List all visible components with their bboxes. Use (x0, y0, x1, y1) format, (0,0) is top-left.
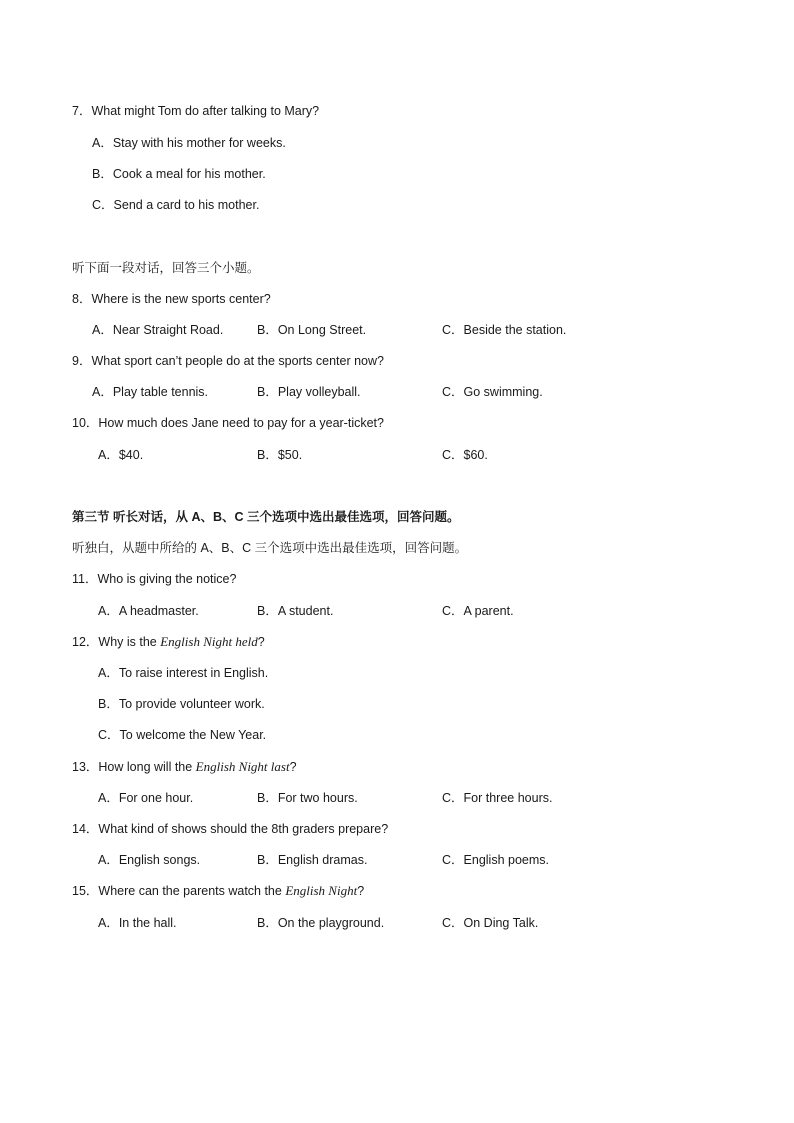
q12-option-c: C．To welcome the New Year. (98, 728, 267, 742)
section-3-instruction: 听独白，从题中所给的 A、B、C 三个选项中选出最佳选项，回答问题。 (72, 541, 468, 555)
q13-option-c: C．For three hours. (442, 791, 553, 805)
question-15 (72, 883, 364, 899)
q10-option-b: B．$50. (257, 448, 303, 462)
q12-suffix: ? (257, 635, 265, 649)
q9-option-a: A．Play table tennis. (92, 385, 209, 399)
q13-prefix: 13．How long will the (72, 760, 196, 774)
question-9: 9．What sport can’t people do at the sports center now? (72, 354, 384, 368)
dialogue-instruction: 听下面一段对话，回答三个小题。 (72, 261, 260, 275)
q15-option-c: C．On Ding Talk. (442, 916, 539, 930)
q14-option-c: C．English poems. (442, 853, 549, 867)
q13-option-a: A．For one hour. (98, 791, 194, 805)
q8-option-a: A．Near Straight Road. (92, 323, 224, 337)
q12-prefix: 12．Why is the (72, 635, 161, 649)
q8-option-b: B．On Long Street. (257, 323, 367, 337)
q7-option-b: B．Cook a meal for his mother. (92, 167, 266, 181)
q9-option-c: C．Go swimming. (442, 385, 543, 399)
question-8: 8．Where is the new sports center? (72, 292, 271, 306)
q13-suffix: ? (289, 760, 297, 774)
q14-option-a: A．English songs. (98, 853, 201, 867)
q14-option-b: B．English dramas. (257, 853, 368, 867)
q12-event-title: English Night held (160, 634, 258, 649)
question-13 (72, 759, 297, 775)
section-3-title: 第三节 听长对话，从 A、B、C 三个选项中选出最佳选项，回答问题。 (72, 510, 460, 524)
q15-option-a: A．In the hall. (98, 916, 177, 930)
q13-event-title: English Night last (195, 759, 290, 774)
q13-option-b: B．For two hours. (257, 791, 358, 805)
q10-option-a: A．$40. (98, 448, 144, 462)
question-7: 7．What might Tom do after talking to Mary? (72, 104, 320, 118)
question-11: 11．Who is giving the notice? (72, 572, 237, 586)
q8-option-c: C．Beside the station. (442, 323, 567, 337)
q15-event-title: English Night (285, 883, 358, 898)
q11-option-b: B．A student. (257, 604, 334, 618)
q10-option-c: C．$60. (442, 448, 488, 462)
q9-option-b: B．Play volleyball. (257, 385, 361, 399)
question-14: 14．What kind of shows should the 8th graders prepare? (72, 822, 389, 836)
q12-option-a: A．To raise interest in English. (98, 666, 269, 680)
q7-option-a: A．Stay with his mother for weeks. (92, 136, 286, 150)
q15-suffix: ? (357, 884, 365, 898)
q7-option-c: C．Send a card to his mother. (92, 198, 260, 212)
q15-option-b: B．On the playground. (257, 916, 385, 930)
q11-option-a: A．A headmaster. (98, 604, 199, 618)
question-12 (72, 634, 265, 650)
q11-option-c: C．A parent. (442, 604, 514, 618)
q15-prefix: 15．Where can the parents watch the (72, 884, 286, 898)
question-10: 10．How much does Jane need to pay for a year-ticket? (72, 416, 384, 430)
q12-option-b: B．To provide volunteer work. (98, 697, 265, 711)
